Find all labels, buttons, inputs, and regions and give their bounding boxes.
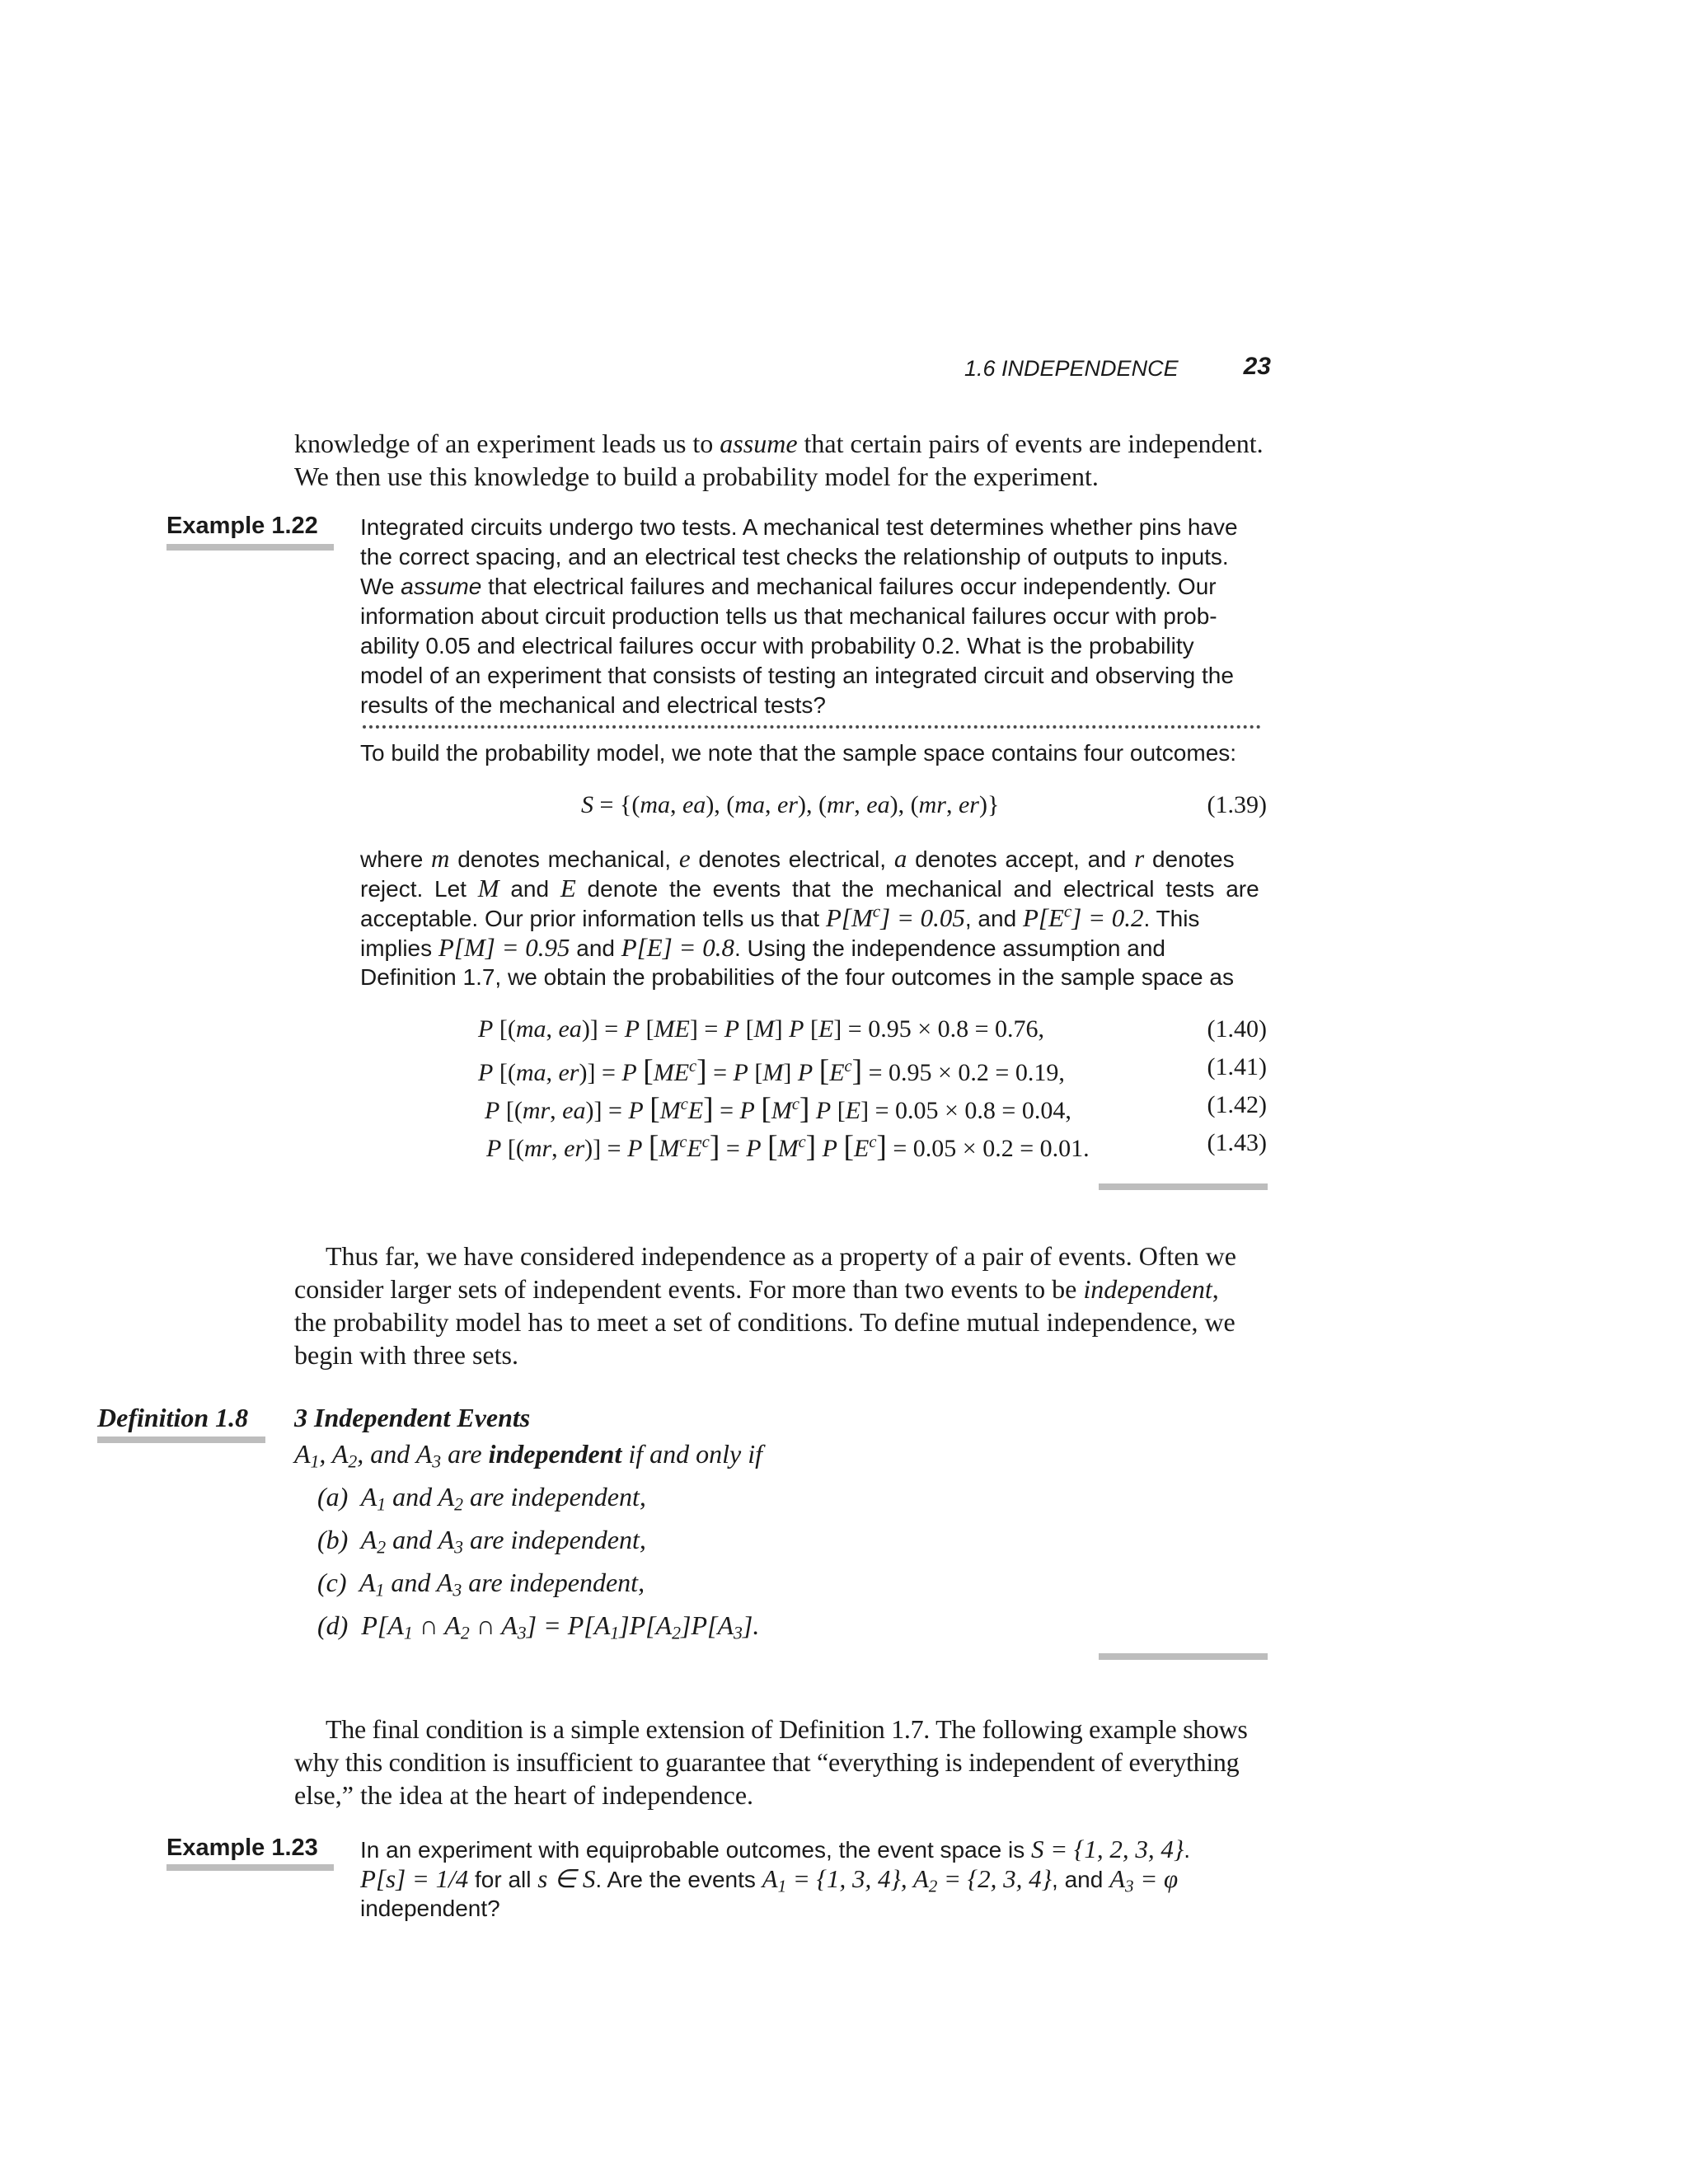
equation-number-1-42: (1.42) <box>1207 1091 1267 1118</box>
definition-item-c: (c) $A_1$ and $A_3$ are independent, <box>317 1568 645 1601</box>
equation-number-1-40: (1.40) <box>1207 1015 1267 1043</box>
answer-intro: To build the probability model, we note that the sample space contains four outcomes: <box>360 740 1237 766</box>
equation-1-39: S = {(ma, ea), (ma, er), (mr, ea), (mr, er)} <box>581 791 1000 818</box>
equation-1-43: P [(mr, er)] = P $[M^cE^c] = P$ $[M^c]$ P $[E^c] = 0.05 \times 0.2 = 0.01$. <box>486 1130 1090 1164</box>
example-label-1-23: Example 1.23 <box>166 1835 318 1861</box>
page-number: 23 <box>1243 353 1271 380</box>
example-label-1-22: Example 1.22 <box>166 513 318 539</box>
definition-label-bar <box>97 1436 265 1443</box>
definition-statement: $A_1$, $A_2$, and $A_3$ are independent if and only if <box>294 1439 763 1472</box>
answer-explanation: where m denotes mechanical, e denotes electrical, a denotes accept, and r denotes reject. Let M and E denote the events that the mechanical and electrical tests are acceptable. Our prior information tells us that $P[M^c] = 0.05$, and $P[E^c] = 0.2$. This implies P[M] = 0.95 and P[E] = 0.8. Using the independence assumption and Definition 1.7, we obtain the probabilities of the four outcomes in the sample space as <box>360 844 1259 990</box>
definition-end-bar <box>1099 1653 1268 1660</box>
equation-1-42: P [(mr, ea)] = P $[M^cE] = P$ $[M^c]$ P [E] = 0.05 × 0.8 = 0.04, <box>485 1092 1071 1126</box>
example-1-22-question: Integrated circuits undergo two tests. A mechanical test determines whether pins have the correct spacing, and an electrical test checks the relationship of outputs to inputs. We assume that electrical failures and mechanical failures occur independently. Our information about circuit production tells us that mechanical failures occur with prob- ability 0.05 and electrical failures occur with probability 0.2. What is the probability model of an experiment that consists of testing an integrated circuit and observing the results of the mechanical and electrical tests? <box>360 514 1238 718</box>
example-1-23-question: In an experiment with equiprobable outcomes, the event space is S = {1, 2, 3, 4}. P[s] = 1/4 for all s ∈ S. Are the events $A_1 = \{1$, 3, 4}, $A_2 = \{2$, 3, 4}, and $A_3 = \varphi$ independent? <box>360 1835 1191 1921</box>
equation-number-1-41: (1.41) <box>1207 1053 1267 1080</box>
equation-1-41: P [(ma, er)] = P $[ME^c] = P$ [M] P $[E^c] = 0.95 \times 0.2 = 0.19$, <box>478 1054 1065 1088</box>
example-end-bar <box>1099 1183 1268 1190</box>
definition-item-d: (d) $P[A_1$ ∩ $A_2$ ∩ $A_3] = P[A_1]P[A_2]P[A_3]$. <box>317 1610 760 1643</box>
definition-title: 3 Independent Events <box>294 1403 531 1432</box>
mutual-independence-paragraph: Thus far, we have considered independence as a property of a pair of events. Often we consider larger sets of independent events. For more than two events to be independent, the probability model has to meet a set of conditions. To define mutual independence, we begin with three sets. <box>294 1241 1236 1370</box>
section-title: 1.6 INDEPENDENCE <box>964 356 1179 381</box>
equation-number-1-43: (1.43) <box>1207 1129 1267 1156</box>
definition-label-1-8: Definition 1.8 <box>97 1403 249 1432</box>
question-answer-separator <box>363 725 1261 729</box>
intro-paragraph: knowledge of an experiment leads us to assume that certain pairs of events are independent. We then use this knowledge to build a probability model for the experiment. <box>294 429 1264 491</box>
definition-item-a: (a) $A_1$ and $A_2$ are independent, <box>317 1482 646 1515</box>
equation-number-1-39: (1.39) <box>1207 791 1267 818</box>
example-label-bar-1-23 <box>166 1864 334 1871</box>
definition-item-b: (b) $A_2$ and $A_3$ are independent, <box>317 1525 646 1558</box>
equation-1-40: P [(ma, ea)] = P [ME] = P [M] P [E] = 0.95 × 0.8 = 0.76, <box>478 1015 1045 1043</box>
running-header <box>964 353 1271 386</box>
example-label-bar <box>166 544 334 551</box>
final-condition-paragraph: The final condition is a simple extension of Definition 1.7. The following example shows why this condition is insufficient to guarantee that “everything is independent of everything else,” the idea at the heart of independence. <box>294 1714 1248 1810</box>
